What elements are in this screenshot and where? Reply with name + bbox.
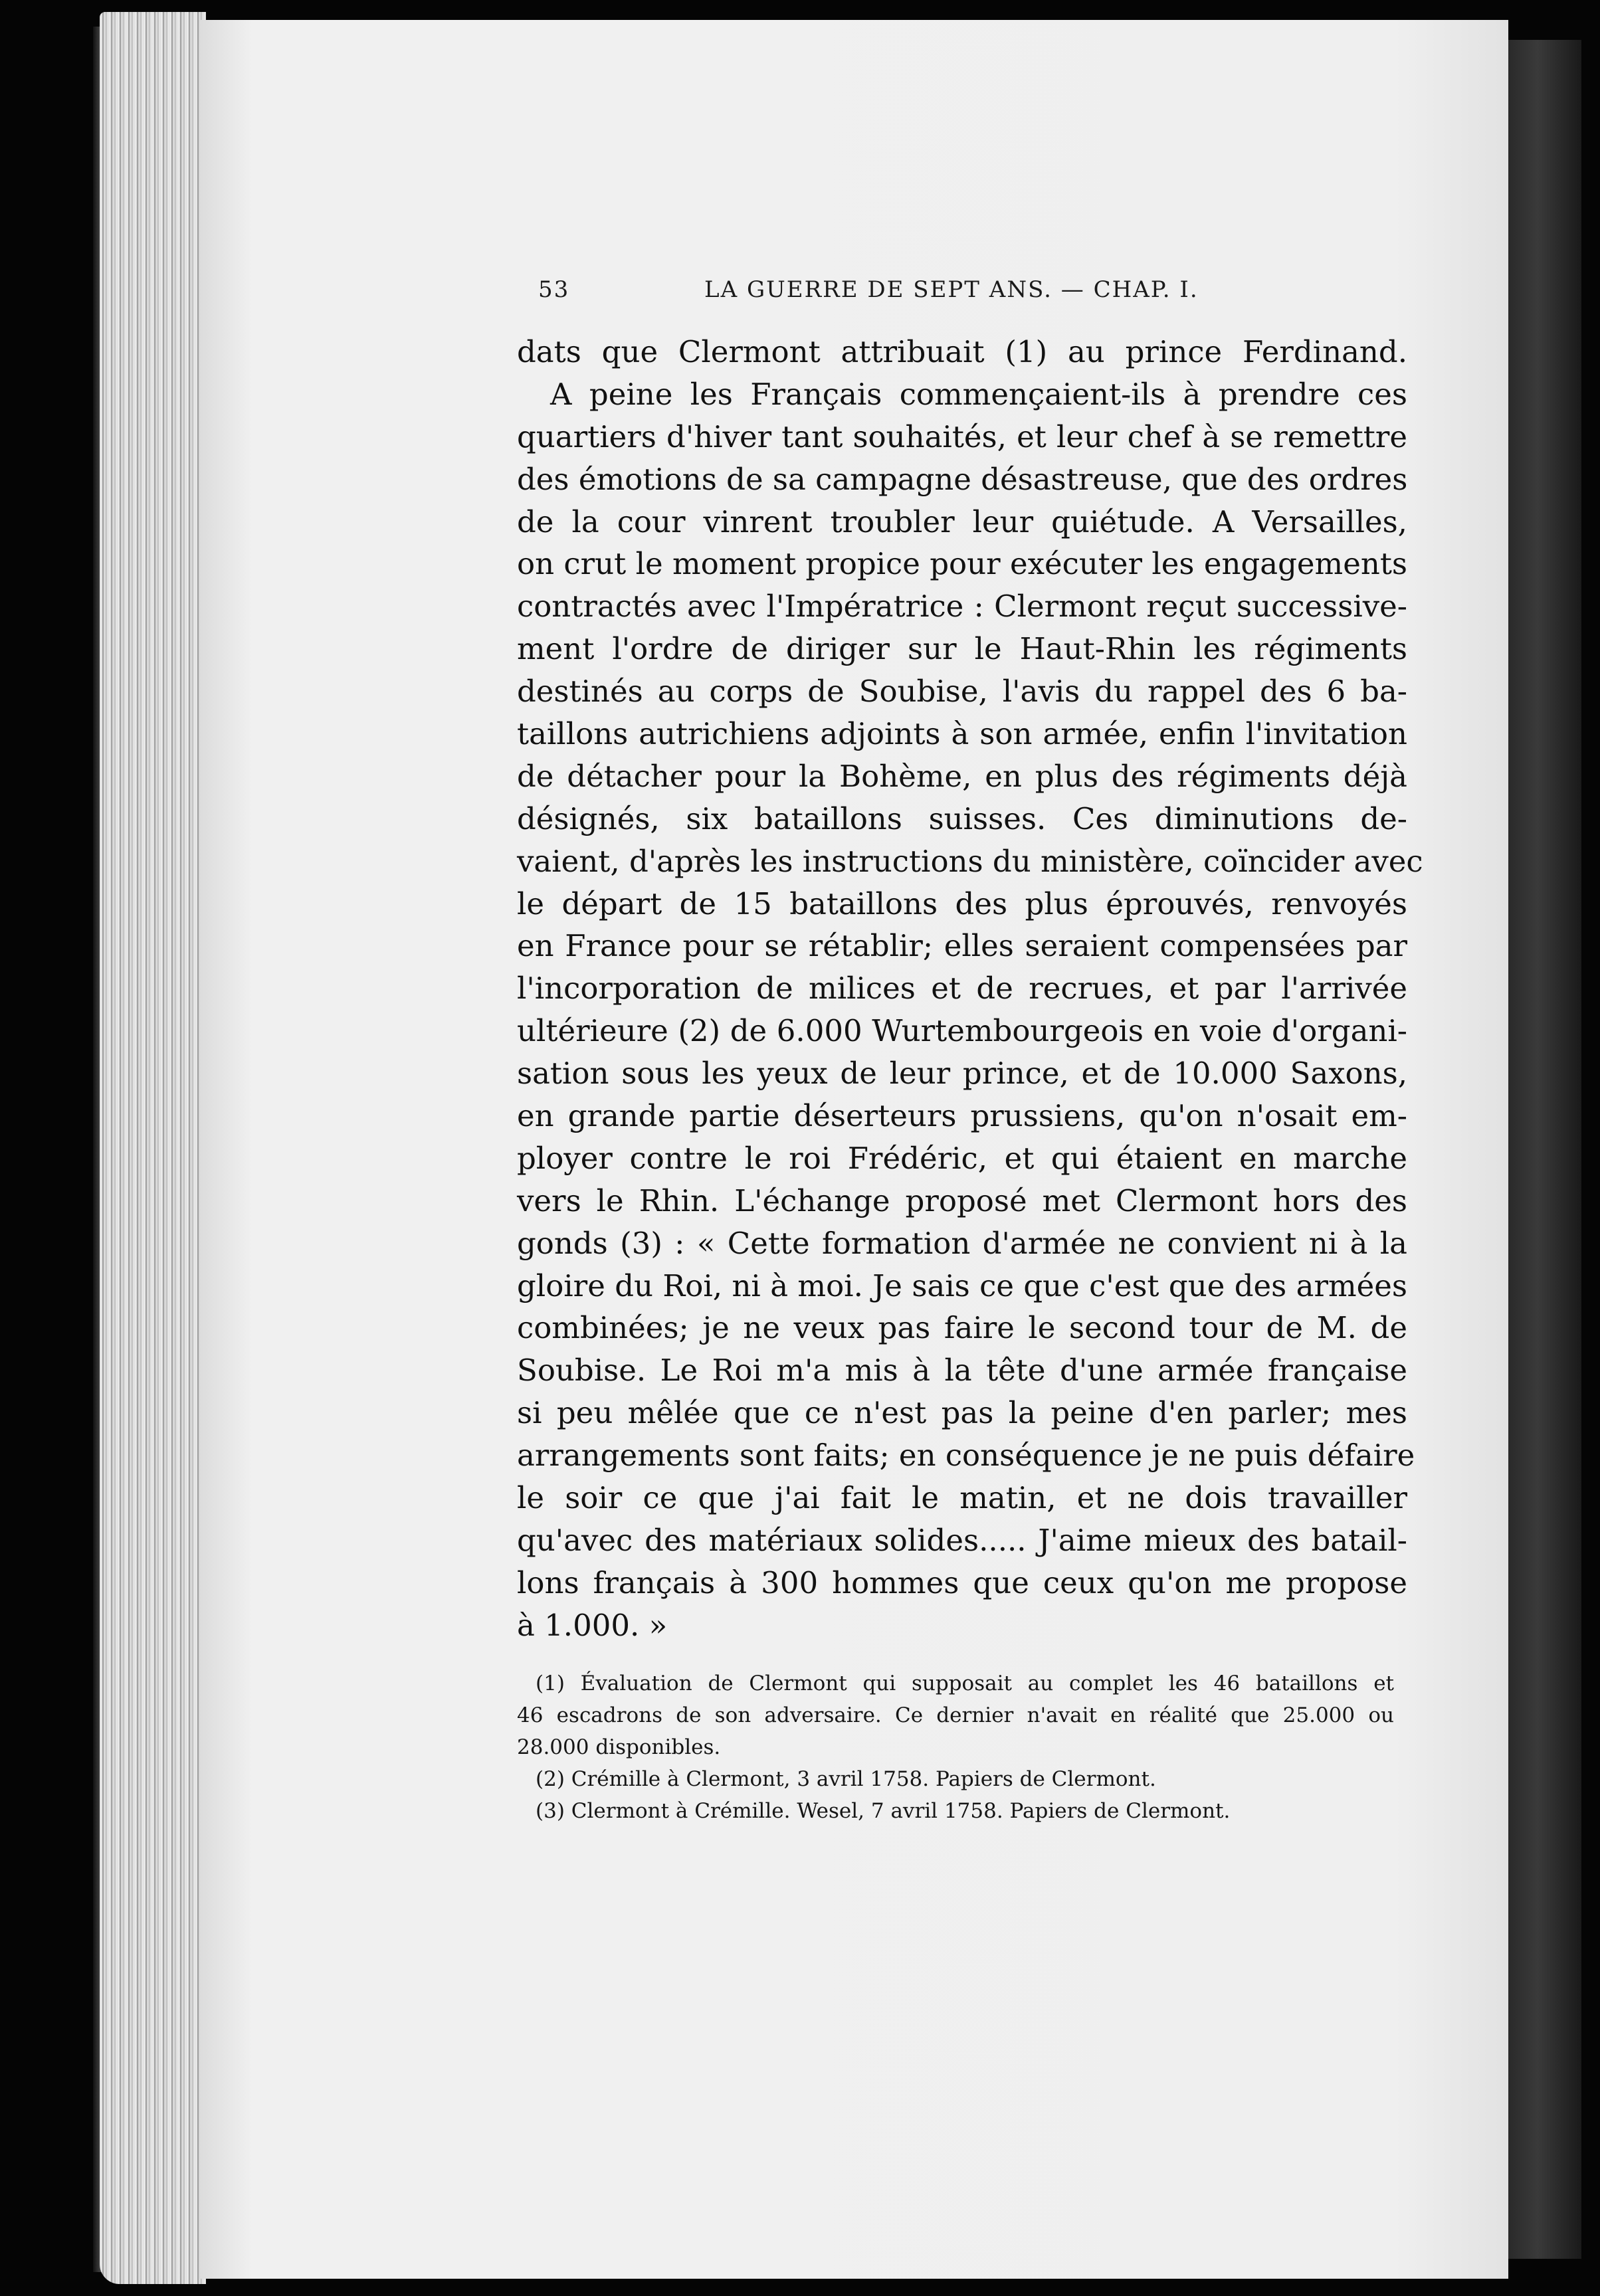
- text-line: contractés avec l'Impératrice : Clermont reçut successive-: [517, 589, 1407, 624]
- text-line: dats que Clermont attribuait (1) au prince Ferdinand.: [517, 334, 1407, 369]
- text-line: vaient, d'après les instructions du ministère, coïncider avec: [517, 843, 1423, 879]
- text-line: le soir ce que j'ai fait le matin, et ne dois travailler: [517, 1480, 1407, 1516]
- text-line: ployer contre le roi Frédéric, et qui étaient en marche: [517, 1140, 1407, 1176]
- facing-page-shadow: [1508, 40, 1581, 2259]
- text-line: lons français à 300 hommes que ceux qu'on me propose: [517, 1565, 1407, 1600]
- footnote-1-line: 28.000 disponibles.: [517, 1735, 721, 1759]
- text-line: à 1.000. »: [517, 1607, 668, 1643]
- text-line: de la cour vinrent troubler leur quiétude. A Versailles,: [517, 504, 1407, 539]
- book-page-edges: [100, 12, 206, 2284]
- text-line: Soubise. Le Roi m'a mis à la tête d'une armée française: [517, 1353, 1407, 1388]
- text-line: quartiers d'hiver tant souhaités, et leur chef à se remettre: [517, 419, 1407, 454]
- footnote-3: (3) Clermont à Crémille. Wesel, 7 avril 1758. Papiers de Clermont.: [536, 1799, 1231, 1823]
- running-header: [538, 276, 1415, 310]
- text-line: destinés au corps de Soubise, l'avis du rappel des 6 ba-: [517, 674, 1407, 710]
- running-title: LA GUERRE DE SEPT ANS. — CHAP. I.: [704, 276, 1199, 303]
- text-line: si peu mêlée que ce n'est pas la peine d'en parler; mes: [517, 1395, 1407, 1431]
- text-line: l'incorporation de milices et de recrues, et par l'arrivée: [517, 971, 1407, 1006]
- text-line: des émotions de sa campagne désastreuse, que des ordres: [517, 461, 1408, 497]
- text-line: vers le Rhin. L'échange proposé met Clermont hors des: [517, 1183, 1407, 1218]
- text-line: on crut le moment propice pour exécuter les engagements: [517, 546, 1407, 582]
- text-line: en France pour se rétablir; elles seraient compensées par: [517, 928, 1407, 964]
- footnotes: [517, 1668, 1394, 1827]
- text-line: sation sous les yeux de leur prince, et de 10.000 Saxons,: [517, 1056, 1407, 1092]
- text-line: A peine les Français commençaient-ils à prendre ces: [550, 376, 1407, 412]
- footnote-2: (2) Crémille à Clermont, 3 avril 1758. Papiers de Clermont.: [536, 1767, 1156, 1791]
- body-text: [517, 331, 1423, 1647]
- text-line: ment l'ordre de diriger sur le Haut-Rhin les régiments: [517, 631, 1407, 667]
- footnote-1-line: 46 escadrons de son adversaire. Ce dernier n'avait en réalité que 25.000 ou: [517, 1703, 1394, 1727]
- text-line: taillons autrichiens adjoints à son armée, enfin l'invitation: [517, 716, 1407, 752]
- text-line: combinées; je ne veux pas faire le second tour de M. de: [517, 1310, 1407, 1346]
- text-line: le départ de 15 bataillons des plus éprouvés, renvoyés: [517, 886, 1407, 921]
- text-line: arrangements sont faits; en conséquence je ne puis défaire: [517, 1438, 1415, 1474]
- text-line: ultérieure (2) de 6.000 Wurtembourgeois en voie d'organi-: [517, 1013, 1407, 1049]
- text-line: gloire du Roi, ni à moi. Je sais ce que c'est que des armées: [517, 1268, 1407, 1303]
- text-line: gonds (3) : « Cette formation d'armée ne convient ni à la: [517, 1225, 1407, 1261]
- text-line: de détacher pour la Bohème, en plus des régiments déjà: [517, 758, 1407, 794]
- text-line: en grande partie déserteurs prussiens, qu'on n'osait em-: [517, 1098, 1407, 1134]
- footnote-1-line: (1) Évaluation de Clermont qui supposait au complet les 46 bataillons et: [536, 1672, 1394, 1695]
- page-number: 53: [538, 276, 570, 303]
- text-line: désignés, six bataillons suisses. Ces diminutions de-: [517, 801, 1407, 836]
- text-line: qu'avec des matériaux solides..... J'aime mieux des batail-: [517, 1522, 1407, 1558]
